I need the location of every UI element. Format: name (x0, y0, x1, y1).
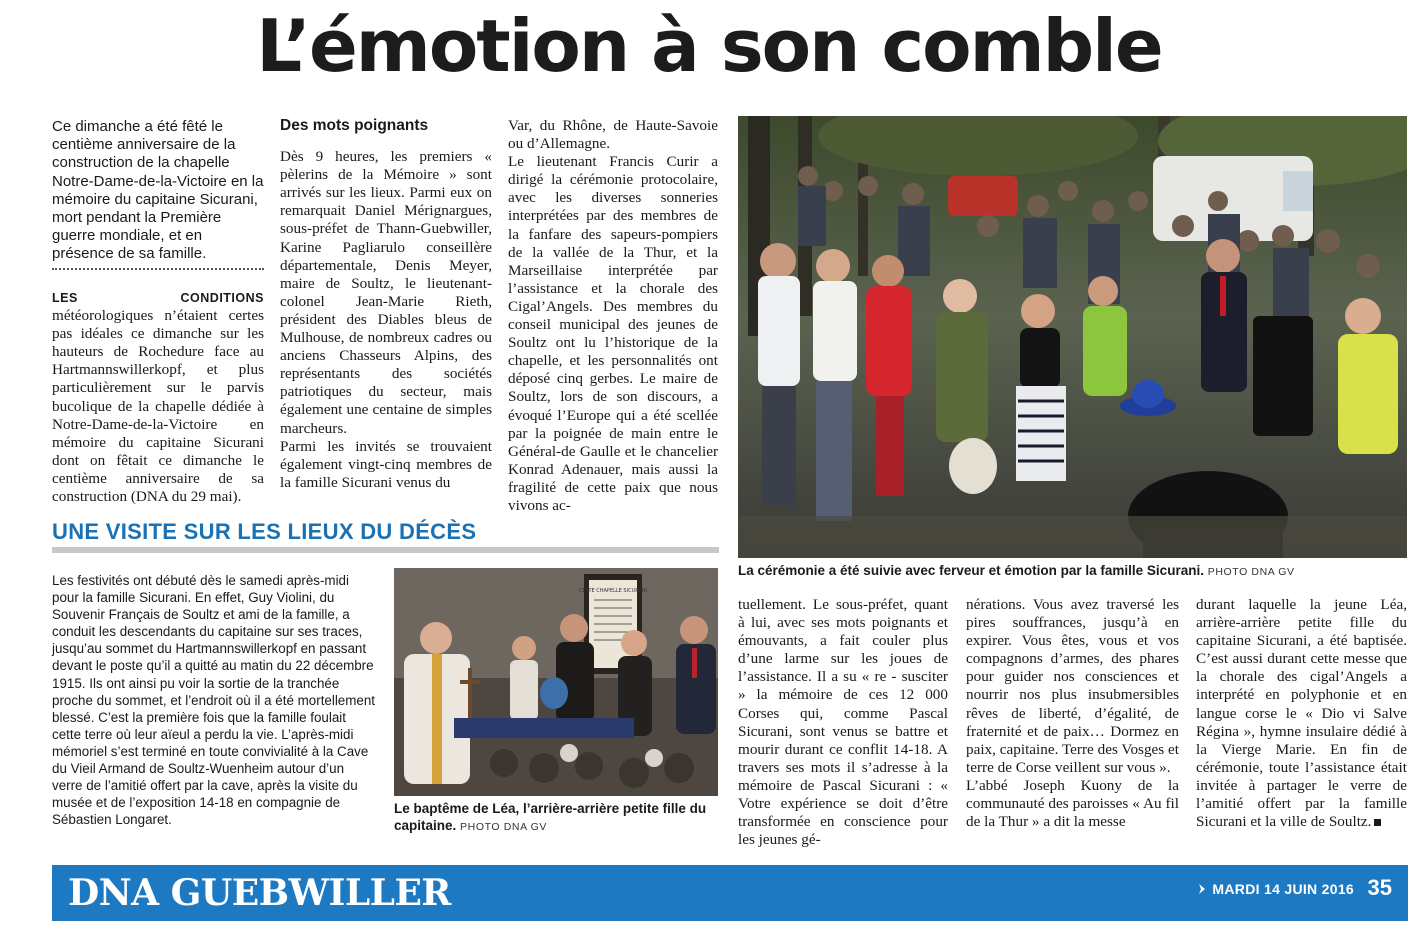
column-5-paragraph: L’abbé Joseph Kuony de la communauté des paroisses « Au fil de la Thur » a dit la messe (966, 776, 1179, 831)
photo-credit: PHOTO DNA GV (460, 821, 547, 833)
ceremony-crowd-photo (738, 116, 1407, 558)
main-photo (738, 116, 1407, 558)
sidebar-rule (52, 547, 719, 553)
column-1-text: météorologiques n’étaient certes pas idéales ce dimanche sur les hauteurs de Rochedure face au Hartmannswillerkopf, et plus particulièrement sur le parvis bucolique de la chapelle dédiée à Notre-Dame-de-la-Victoire en mémoire du capitaine Sicurani dont on fêtait ce dimanche le centième anniversaire de sa construction (DNA du 29 mai). (52, 307, 264, 506)
sidebar-text: Les festivités ont débuté dès le samedi après-midi pour la famille Sicurani. En effet, Guy Violini, du Souvenir Français de Soultz et ami de la famille, a conduit les descendants du capitaine sur ses traces, jusqu’au sommet du Hartmannswillerkopf en passant devant le poste qu’il a quitté au matin du 22 décembre 1915. Ils ont ainsi pu voir la sortie de la tranchée proche du sommet, et l’endroit où il a été mortellement blessé. C’est la première fois que la famille foulait cette terre où leur aïeul a perdu la vie. L’après-midi mémoriel s’est terminé en toute convivialité à la Cave du Vieil Armand de Soultz-Wuenheim autour d’un verre de l’amitié offert par la cave, après la visite du musée et de l’exposition 14-18 en compagnie de Sébastien Longaret. (52, 573, 376, 828)
article-column-6 (1196, 596, 1407, 831)
main-photo-caption (738, 562, 1407, 581)
dotted-divider (52, 268, 264, 270)
column-4-paragraph: tuellement. Le sous-préfet, quant à lui, avec ses mots poignants et émouvants, a fait couler plus d’une larme sur les joues de l’assistance. Il a su « re - susciter » la mémoire de ces 12 000 Corses qui, comme Pascal Sicurani, sont venus se battre et mourir durant ce conflit 14-18. A travers ses mots il s’adresse à la mémoire de Pascal Sicurani : « Votre expérience se doit d’être transformée en conscience pour les jeunes gé- (738, 596, 948, 849)
page-number: 35 (1367, 875, 1392, 900)
end-of-article-mark (1374, 819, 1381, 826)
lead-in: LES CONDITIONS (52, 291, 264, 305)
article-chapo: Ce dimanche a été fêté le centième anniversaire de la construction de la chapelle Notre-Dame-de-la-Victoire en la mémoire du capitaine Sicurani, mort pendant la Première guerre mondiale, et en présence de sa famille. (52, 118, 264, 263)
column-5-paragraph: nérations. Vous avez traversé les pires souffrances, jusqu’à en expirer. Vous êtes, vous et vos compagnons d’armes, des phares pour guider nos consciences et nourrir nos plus insubmersibles rêves de liberté, d’égalité, de fraternité et de paix… Dormez en paix, capitaine. Terre des Vosges et terre de Corse veillent sur vous ». (966, 596, 1179, 776)
newspaper-brand: DNA GUEBWILLER (68, 872, 451, 914)
column-3-paragraph: Var, du Rhône, de Haute-Savoie ou d’Allemagne. (508, 117, 718, 153)
caption-text: Le baptême de Léa, l’arrière-arrière petite fille du capitaine. (394, 801, 707, 833)
article-column-5 (966, 596, 1179, 831)
photo-credit: PHOTO DNA GV (1207, 566, 1295, 578)
column-3-paragraph: Le lieutenant Francis Curir a dirigé la cérémonie protocolaire, avec les diverses sonneries interprétées par des membres de la fanfare des sapeurs-pompiers de la vallée de la Thur, et la Marseillaise interprétée par l’assistance et la chorale des Cigal’Angels. Des membres du conseil municipal des jeunes de Soultz ont lu l’historique de la chapelle, et les personnalités ont déposé cinq gerbes. Le maire de Soultz, lors de son discours, a évoqué l’Europe qui a été scellée par la poignée de main entre le Général-de Gaulle et le chancelier Konrad Adenauer, mais aussi la fragilité de cette paix que nous vivons ac- (508, 153, 718, 514)
baptism-scene-photo (394, 568, 718, 796)
column-2-paragraph: Dès 9 heures, les premiers « pèlerins de la Mémoire » sont arrivés sur les lieux. Parmi eux on remarquait Daniel Mérignargues, sous-préfet de Thann-Guebwiller, Karine Pagliarulo conseillère départementale, Denis Meyer, maire de Soultz, le lieutenant-colonel Jean-Marie Rieth, président des Diables bleus de Mulhouse, de nombreux cadres ou anciens Chasseurs Alpins, des représentants des sociétés patriotiques du secteur, mais également une centaine de simples marcheurs. (280, 148, 492, 437)
column-6-paragraph: durant laquelle la jeune Léa, arrière-arrière petite fille du capitaine Sicurani, a été baptisée. C’est aussi durant cette messe que la chorale des cigal’Angels a interprété en polyphonie et en langue corse le « Dio vi Salve Régina », hymne insulaire dédié à la Vierge Marie. En fin de cérémonie, toute l’assistance était invitée à partager le verre de l’amitié offert par la famille Sicurani et la ville de Soultz. (1196, 596, 1407, 831)
sidebar-title: UNE VISITE SUR LES LIEUX DU DÉCÈS (52, 519, 477, 544)
page-footer (52, 865, 1408, 921)
baptism-photo (394, 568, 718, 796)
article-column-2 (280, 117, 492, 492)
article-column-1 (52, 289, 264, 506)
column-2-paragraph: Parmi les invités se trouvaient également vingt-cinq membres de la famille Sicurani venus du (280, 437, 492, 491)
article-column-4 (738, 596, 948, 849)
footer-date-group (1198, 877, 1354, 901)
chevron-right-icon (1198, 883, 1206, 895)
issue-date: MARDI 14 JUIN 2016 (1212, 881, 1354, 897)
baptism-photo-caption (394, 800, 719, 836)
plaque-text: CETTE CHAPELLE SICURANI (578, 588, 648, 594)
headline: L’émotion à son comble (256, 4, 1162, 88)
caption-text: La cérémonie a été suivie avec ferveur et émotion par la famille Sicurani. (738, 563, 1204, 578)
article-column-3 (508, 117, 718, 515)
subheading: Des mots poignants (280, 117, 429, 134)
